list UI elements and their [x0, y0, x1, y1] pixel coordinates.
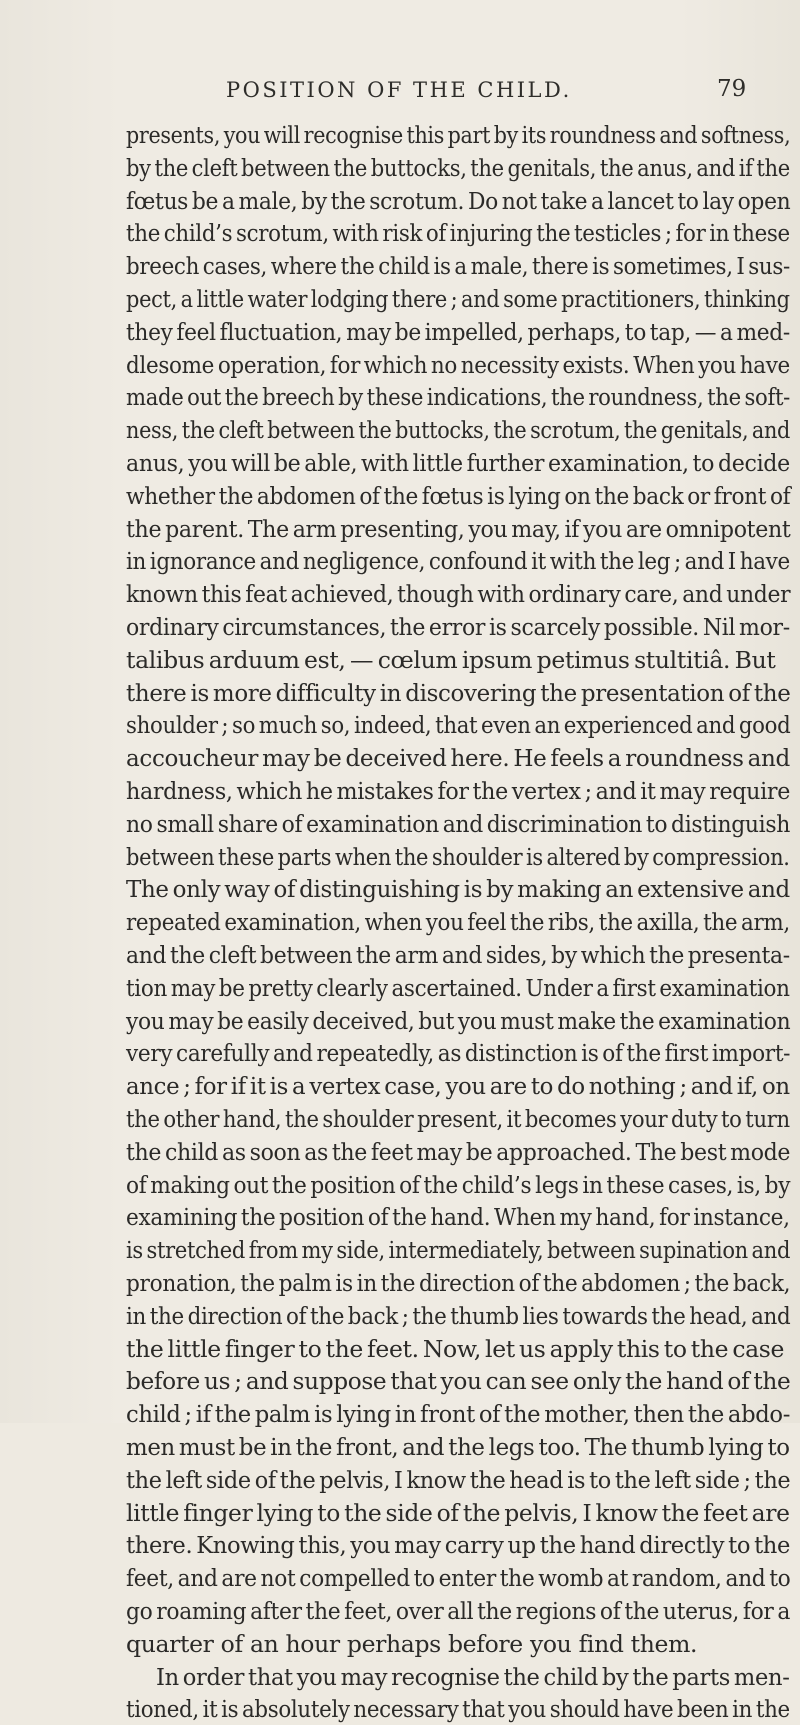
- text-line: they feel fluctuation, may be impelled, perhaps, to tap, — a med-: [126, 317, 790, 346]
- text-line: very carefully and repeatedly, as distinction is of the first import-: [126, 1039, 791, 1068]
- text-line: shoulder ; so much so, indeed, that even an experienced and good: [126, 711, 791, 740]
- text-line: you may be easily deceived, but you must make the examination: [126, 1006, 791, 1035]
- text-line: examining the position of the hand. When my hand, for instance,: [126, 1203, 790, 1232]
- text-line: the parent. The arm presenting, you may, if you are omnipotent: [126, 514, 791, 543]
- text-line: of making out the position of the child’s legs in these cases, is, by: [126, 1170, 791, 1199]
- text-line: ance ; for if it is a vertex case, you are to do nothing ; and if, on: [126, 1072, 790, 1101]
- text-line: no small share of examination and discrimination to distinguish: [126, 809, 791, 838]
- text-line: there is more difficulty in discovering the presentation of the: [126, 678, 791, 707]
- text-line: go roaming after the feet, over all the regions of the uterus, for a: [126, 1597, 791, 1625]
- text-line: the little finger to the feet. Now, let us apply this to the case: [126, 1334, 785, 1363]
- text-line: accoucheur may be deceived here. He feels a roundness and: [126, 744, 790, 773]
- text-line: breech cases, where the child is a male, there is sometimes, I sus-: [126, 252, 790, 281]
- text-line: The only way of distinguishing is by making an extensive and: [126, 875, 790, 904]
- text-line: the other hand, the shoulder present, it becomes your duty to turn: [126, 1105, 790, 1133]
- text-line: tion may be pretty clearly ascertained. Under a first examination: [126, 973, 790, 1002]
- text-line: ness, the cleft between the buttocks, the scrotum, the genitals, and: [126, 416, 791, 445]
- page-header: [0, 74, 800, 114]
- text-line: in the direction of the back ; the thumb lies towards the head, and: [126, 1301, 791, 1330]
- text-line: whether the abdomen of the fœtus is lying on the back or front of: [126, 481, 791, 510]
- text-line: dlesome operation, for which no necessity exists. When you have: [126, 350, 790, 379]
- text-line: before us ; and suppose that you can see only the hand of the: [126, 1367, 791, 1396]
- text-line: made out the breech by these indications, the roundness, the soft-: [126, 383, 790, 412]
- text-line: repeated examination, when you feel the ribs, the axilla, the arm,: [126, 908, 790, 937]
- text-line: men must be in the front, and the legs too. The thumb lying to: [126, 1433, 790, 1461]
- text-line: tioned, it is absolutely necessary that you should have been in the: [126, 1695, 790, 1724]
- text-line: and the cleft between the arm and sides, by which the presenta-: [126, 941, 790, 969]
- text-line: between these parts when the shoulder is altered by compression.: [126, 842, 790, 871]
- page-number: 79: [717, 76, 747, 102]
- text-line: quarter of an hour perhaps before you find them.: [126, 1629, 698, 1658]
- text-line: ordinary circumstances, the error is scarcely possible. Nil mor-: [126, 613, 790, 641]
- text-line: the child’s scrotum, with risk of injuring the testicles ; for in these: [126, 219, 790, 248]
- text-line: child ; if the palm is lying in front of the mother, then the abdo-: [126, 1400, 791, 1429]
- text-line: pect, a little water lodging there ; and some practitioners, thinking: [126, 285, 790, 313]
- text-line: fœtus be a male, by the scrotum. Do not take a lancet to lay open: [126, 186, 791, 215]
- text-line: in ignorance and negligence, confound it with the leg ; and I have: [126, 547, 790, 576]
- text-line: there. Knowing this, you may carry up the hand directly to the: [126, 1531, 791, 1560]
- text-line: hardness, which he mistakes for the vertex ; and it may require: [126, 777, 790, 805]
- text-line: anus, you will be able, with little further examination, to decide: [126, 449, 790, 477]
- running-title: POSITION OF THE CHILD.: [226, 78, 572, 102]
- text-line: the left side of the pelvis, I know the head is to the left side ; the: [126, 1465, 791, 1494]
- text-line: by the cleft between the buttocks, the genitals, the anus, and if the: [126, 153, 790, 182]
- text-line: little finger lying to the side of the pelvis, I know the feet are: [126, 1498, 790, 1527]
- text-line: the child as soon as the feet may be approached. The best mode: [126, 1137, 791, 1166]
- text-line: presents, you will recognise this part by its roundness and softness,: [126, 121, 791, 149]
- text-line: feet, and are not compelled to enter the womb at random, and to: [126, 1564, 791, 1593]
- text-line: pronation, the palm is in the direction of the abdomen ; the back,: [126, 1269, 791, 1297]
- text-line: known this feat achieved, though with ordinary care, and under: [126, 580, 791, 609]
- text-line: talibus arduum est, — cœlum ipsum petimus stultitiâ. But: [126, 645, 776, 674]
- text-line: In order that you may recognise the child by the parts men-: [156, 1662, 790, 1691]
- text-line: is stretched from my side, intermediately, between supination and: [126, 1236, 791, 1265]
